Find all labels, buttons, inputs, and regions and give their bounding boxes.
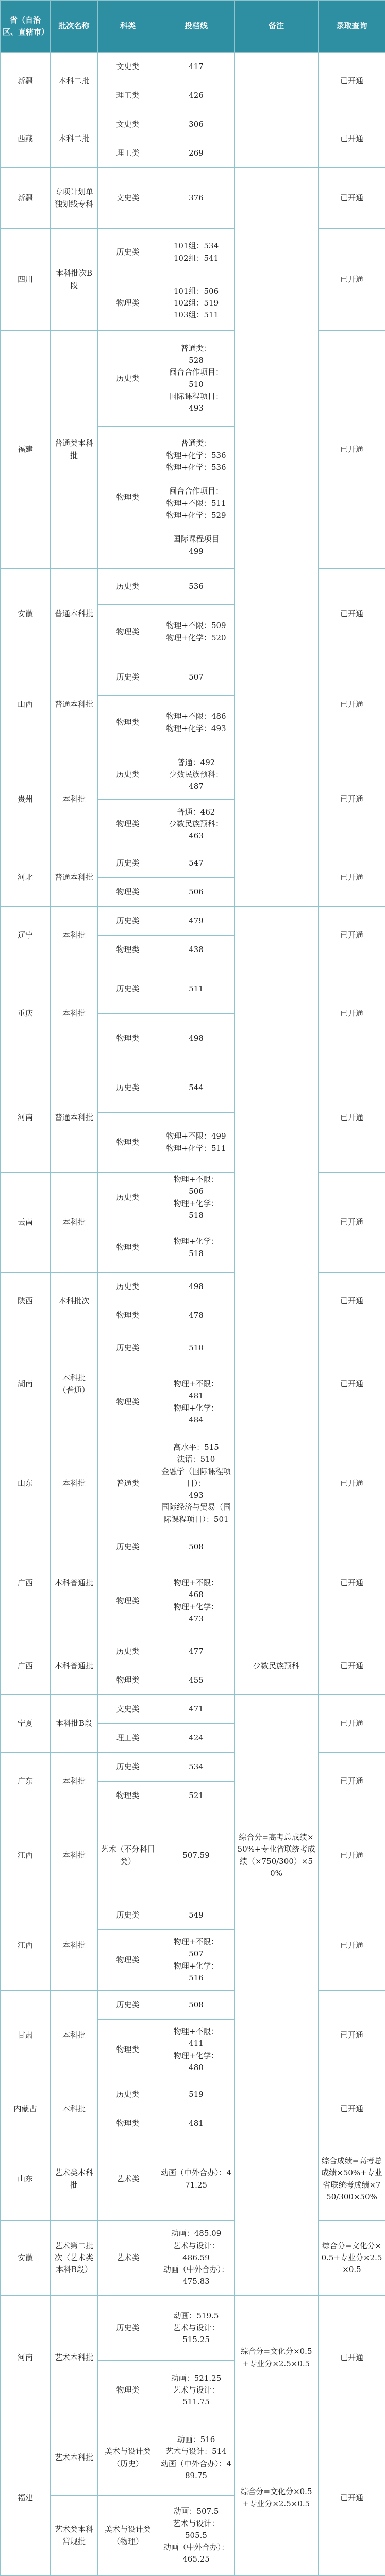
subject-cell: 理工类	[98, 139, 158, 168]
query-cell[interactable]: 已开通	[319, 907, 385, 964]
score-cell: 物理+化学： 518	[158, 1223, 235, 1273]
score-cell: 477	[158, 1637, 235, 1666]
score-cell: 动画（中外合办）：471.25	[158, 2138, 235, 2221]
score-cell: 534	[158, 1753, 235, 1782]
note-cell: 少数民族预科	[235, 1637, 319, 1695]
batch-cell: 普通本科批	[51, 1063, 98, 1173]
batch-cell: 本科批	[51, 1901, 98, 1991]
table-row	[1, 1063, 385, 1113]
score-cell: 普通类： 物理+化学：536 物理+化学：536 闽台合作项目： 物理+不限：511 物理+化学：529 国际课程项目 499	[158, 427, 235, 569]
batch-cell: 本科二批	[51, 110, 98, 168]
subject-cell: 物理类	[98, 1666, 158, 1695]
subject-cell: 美术与设计类（物理）	[98, 2496, 158, 2576]
subject-cell: 物理类	[98, 1782, 158, 1810]
province-cell: 贵州	[1, 750, 51, 849]
table-row	[1, 331, 385, 427]
score-cell: 物理+不限：486 物理+化学：493	[158, 696, 235, 750]
score-cell: 物理+不限：499 物理+化学：511	[158, 1113, 235, 1173]
province-cell: 福建	[1, 331, 51, 569]
batch-cell: 艺术本科批	[51, 2296, 98, 2420]
province-cell: 广西	[1, 1637, 51, 1695]
header-subject: 科类	[98, 1, 158, 53]
score-cell: 普通：492 少数民族预科： 487	[158, 750, 235, 800]
batch-cell: 专项计划单独划线专科	[51, 168, 98, 229]
province-cell: 河北	[1, 849, 51, 907]
score-cell: 物理+不限：509 物理+化学：520	[158, 605, 235, 659]
score-cell: 物理+不限： 411 物理+化学： 480	[158, 2020, 235, 2080]
score-cell: 511	[158, 964, 235, 1014]
province-cell: 重庆	[1, 964, 51, 1063]
score-cell: 物理+不限： 468 物理+化学： 473	[158, 1565, 235, 1637]
score-cell: 498	[158, 1273, 235, 1301]
query-cell[interactable]: 已开通	[319, 1901, 385, 1991]
score-cell: 物理+不限： 507 物理+化学： 516	[158, 1930, 235, 1991]
batch-cell: 本科批	[51, 2080, 98, 2138]
subject-cell: 物理类	[98, 936, 158, 964]
score-cell: 普通：462 少数民族预科： 463	[158, 800, 235, 849]
table-row	[1, 849, 385, 878]
province-cell: 江西	[1, 1901, 51, 1991]
query-cell[interactable]: 已开通	[319, 2420, 385, 2576]
table-row	[1, 2221, 385, 2296]
query-cell[interactable]: 已开通	[319, 659, 385, 750]
province-cell: 宁夏	[1, 1695, 51, 1753]
score-cell: 376	[158, 168, 235, 229]
query-cell[interactable]: 已开通	[319, 569, 385, 659]
batch-cell: 本科批B段	[51, 1695, 98, 1753]
header-batch: 批次名称	[51, 1, 98, 53]
subject-cell: 历史类	[98, 1330, 158, 1366]
table-row	[1, 1438, 385, 1529]
subject-cell: 历史类	[98, 750, 158, 800]
query-cell[interactable]: 已开通	[319, 2296, 385, 2420]
note-cell: 综合分=文化分×0.5+专业分×2.5×0.5	[235, 2420, 319, 2576]
note-cell: 综合分=文化分×0.5+专业分×2.5×0.5	[235, 2296, 319, 2420]
score-cell: 动画：521.25 艺术与设计： 511.75	[158, 2361, 235, 2420]
query-cell[interactable]: 综合成绩=高考总成绩×50%+专业省联统考成绩×750/300×50%	[319, 2138, 385, 2221]
query-cell[interactable]: 已开通	[319, 1438, 385, 1529]
score-cell: 动画：507.5 艺术与设计： 505.5 动画（中外合办）： 465.25	[158, 2496, 235, 2576]
query-cell[interactable]: 已开通	[319, 1063, 385, 1173]
table-row	[1, 2080, 385, 2109]
query-cell[interactable]: 已开通	[319, 849, 385, 907]
province-cell: 陕西	[1, 1273, 51, 1330]
table-body	[1, 53, 385, 2576]
batch-cell: 本科批	[51, 1810, 98, 1901]
table-row	[1, 229, 385, 276]
score-cell: 507.59	[158, 1810, 235, 1901]
note-cell	[235, 168, 319, 907]
score-cell: 471	[158, 1695, 235, 1724]
subject-cell: 物理类	[98, 878, 158, 907]
score-cell: 536	[158, 569, 235, 605]
province-cell: 河南	[1, 1063, 51, 1173]
subject-cell: 物理类	[98, 2361, 158, 2420]
table-row	[1, 750, 385, 800]
query-cell[interactable]: 已开通	[319, 1991, 385, 2080]
subject-cell: 物理类	[98, 1930, 158, 1991]
province-cell: 江西	[1, 1810, 51, 1901]
query-cell[interactable]: 已开通	[319, 1529, 385, 1637]
batch-cell: 本科批次	[51, 1273, 98, 1330]
batch-cell: 本科批	[51, 964, 98, 1063]
score-cell: 438	[158, 936, 235, 964]
province-cell: 西藏	[1, 110, 51, 168]
subject-cell: 物理类	[98, 1014, 158, 1063]
subject-cell: 物理类	[98, 1223, 158, 1273]
score-cell: 506	[158, 878, 235, 907]
subject-cell: 历史类	[98, 1637, 158, 1666]
batch-cell: 本科批 （普通）	[51, 1330, 98, 1438]
subject-cell: 文史类	[98, 110, 158, 139]
subject-cell: 物理类	[98, 1113, 158, 1173]
province-cell: 广西	[1, 1529, 51, 1637]
province-cell: 新疆	[1, 53, 51, 110]
table-row	[1, 1330, 385, 1366]
note-cell: 综合分=高考总成绩×50%+专业省联统考成绩（×750/300）×50%	[235, 1810, 319, 1901]
subject-cell: 历史类	[98, 1753, 158, 1782]
score-cell: 动画：516 艺术与设计：514 动画（中外合办）：489.75	[158, 2420, 235, 2496]
province-cell: 山东	[1, 1438, 51, 1529]
province-cell: 内蒙古	[1, 2080, 51, 2138]
province-cell: 湖南	[1, 1330, 51, 1438]
batch-cell: 本科批	[51, 907, 98, 964]
province-cell: 山东	[1, 2138, 51, 2221]
score-cell: 547	[158, 849, 235, 878]
note-cell	[235, 1438, 319, 1529]
subject-cell: 理工类	[98, 81, 158, 110]
note-cell	[235, 53, 319, 168]
province-cell: 安徽	[1, 569, 51, 659]
header-score: 投档线	[158, 1, 235, 53]
batch-cell: 本科批	[51, 1173, 98, 1273]
province-cell: 云南	[1, 1173, 51, 1273]
batch-cell: 本科二批	[51, 53, 98, 110]
batch-cell: 本科批次B段	[51, 229, 98, 331]
score-cell: 417	[158, 53, 235, 81]
query-cell[interactable]: 已开通	[319, 110, 385, 168]
table-row	[1, 1273, 385, 1301]
score-cell: 101组：506 102组：519 103组：511	[158, 276, 235, 331]
score-cell: 物理+不限： 481 物理+化学： 484	[158, 1366, 235, 1438]
query-cell[interactable]: 已开通	[319, 53, 385, 110]
batch-cell: 普通本科批	[51, 849, 98, 907]
query-cell[interactable]: 已开通	[319, 1330, 385, 1438]
score-cell: 普通类： 528 闽台合作项目： 510 国际课程项目： 493	[158, 331, 235, 427]
table-row	[1, 2296, 385, 2361]
batch-cell: 本科普通批	[51, 1529, 98, 1637]
subject-cell: 物理类	[98, 1366, 158, 1438]
query-cell[interactable]: 已开通	[319, 331, 385, 569]
table-row	[1, 1901, 385, 1930]
subject-cell: 物理类	[98, 2109, 158, 2138]
query-cell[interactable]: 已开通	[319, 229, 385, 331]
query-cell[interactable]: 已开通	[319, 1637, 385, 1695]
score-cell: 508	[158, 1529, 235, 1565]
query-cell[interactable]: 已开通	[319, 2080, 385, 2138]
score-cell: 物理+不限： 506 物理+化学： 518	[158, 1173, 235, 1223]
table-header-row	[1, 1, 385, 53]
subject-cell: 普通类	[98, 1438, 158, 1529]
score-cell: 455	[158, 1666, 235, 1695]
subject-cell: 理工类	[98, 1724, 158, 1753]
table-row	[1, 110, 385, 139]
subject-cell: 历史类	[98, 569, 158, 605]
note-cell	[235, 1695, 319, 1810]
note-cell	[235, 1529, 319, 1637]
score-cell: 510	[158, 1330, 235, 1366]
score-cell: 478	[158, 1301, 235, 1330]
query-cell[interactable]: 已开通	[319, 1273, 385, 1330]
subject-cell: 物理类	[98, 605, 158, 659]
province-cell: 广东	[1, 1753, 51, 1810]
subject-cell: 物理类	[98, 1301, 158, 1330]
subject-cell: 历史类	[98, 907, 158, 936]
table-row	[1, 1695, 385, 1724]
score-cell: 426	[158, 81, 235, 110]
subject-cell: 物理类	[98, 276, 158, 331]
subject-cell: 物理类	[98, 800, 158, 849]
subject-cell: 历史类	[98, 659, 158, 696]
score-cell: 508	[158, 1991, 235, 2020]
batch-cell: 普通类本科批	[51, 331, 98, 569]
query-cell[interactable]: 已开通	[319, 750, 385, 849]
query-cell[interactable]: 已开通	[319, 964, 385, 1063]
subject-cell: 艺术类	[98, 2221, 158, 2296]
subject-cell: 历史类	[98, 1991, 158, 2020]
score-cell: 424	[158, 1724, 235, 1753]
subject-cell: 美术与设计类（历史）	[98, 2420, 158, 2496]
table-row	[1, 1753, 385, 1782]
batch-cell: 艺术第二批次（艺术类本科B段）	[51, 2221, 98, 2296]
subject-cell: 物理类	[98, 696, 158, 750]
subject-cell: 物理类	[98, 427, 158, 569]
query-cell[interactable]: 已开通	[319, 168, 385, 229]
score-cell: 519	[158, 2080, 235, 2109]
table-row	[1, 1637, 385, 1666]
score-cell: 507	[158, 659, 235, 696]
table-row	[1, 1810, 385, 1901]
score-cell: 498	[158, 1014, 235, 1063]
subject-cell: 历史类	[98, 2296, 158, 2361]
province-cell: 山西	[1, 659, 51, 750]
subject-cell: 文史类	[98, 1695, 158, 1724]
query-cell[interactable]: 已开通	[319, 1753, 385, 1810]
subject-cell: 文史类	[98, 53, 158, 81]
table-row	[1, 964, 385, 1014]
batch-cell: 普通本科批	[51, 659, 98, 750]
header-query: 录取查询	[319, 1, 385, 53]
score-cell: 269	[158, 139, 235, 168]
subject-cell: 历史类	[98, 229, 158, 276]
table-row	[1, 2420, 385, 2496]
query-cell[interactable]: 综合分=文化分×0.5+专业分×2.5×0.5	[319, 2221, 385, 2296]
header-note: 备注	[235, 1, 319, 53]
table-row	[1, 53, 385, 81]
batch-cell: 艺术类本科常规批	[51, 2496, 98, 2576]
batch-cell: 本科普通批	[51, 1637, 98, 1695]
subject-cell: 历史类	[98, 1063, 158, 1113]
subject-cell: 艺术类	[98, 2138, 158, 2221]
score-cell: 549	[158, 1901, 235, 1930]
table-row	[1, 659, 385, 696]
subject-cell: 历史类	[98, 1901, 158, 1930]
score-cell: 动画：519.5 艺术与设计： 515.25	[158, 2296, 235, 2361]
province-cell: 安徽	[1, 2221, 51, 2296]
table-row	[1, 1991, 385, 2020]
province-cell: 河南	[1, 2296, 51, 2420]
subject-cell: 历史类	[98, 964, 158, 1014]
query-cell[interactable]: 已开通	[319, 1173, 385, 1273]
subject-cell: 物理类	[98, 1565, 158, 1637]
query-cell[interactable]: 已开通	[319, 1695, 385, 1753]
table-row	[1, 1529, 385, 1565]
subject-cell: 历史类	[98, 2080, 158, 2109]
score-cell: 521	[158, 1782, 235, 1810]
table-row	[1, 1173, 385, 1223]
score-cell: 544	[158, 1063, 235, 1113]
table-row	[1, 569, 385, 605]
subject-cell: 历史类	[98, 849, 158, 878]
header-province: 省（自治区、直辖市）	[1, 1, 51, 53]
province-cell: 四川	[1, 229, 51, 331]
score-cell: 高水平：515 法语：510 金融学（国际课程项目）： 493 国际经济与贸易（国际课程项目）：501	[158, 1438, 235, 1529]
province-cell: 福建	[1, 2420, 51, 2576]
batch-cell: 本科批	[51, 1991, 98, 2080]
subject-cell: 艺术（不分科目类）	[98, 1810, 158, 1901]
score-cell: 306	[158, 110, 235, 139]
subject-cell: 物理类	[98, 2020, 158, 2080]
batch-cell: 艺术本科批	[51, 2420, 98, 2496]
province-cell: 甘肃	[1, 1991, 51, 2080]
note-cell	[235, 907, 319, 1438]
note-cell	[235, 1901, 319, 2296]
batch-cell: 本科批	[51, 1753, 98, 1810]
batch-cell: 普通本科批	[51, 569, 98, 659]
subject-cell: 文史类	[98, 168, 158, 229]
province-cell: 新疆	[1, 168, 51, 229]
subject-cell: 历史类	[98, 1529, 158, 1565]
table-row	[1, 907, 385, 936]
subject-cell: 历史类	[98, 1173, 158, 1223]
table-row	[1, 2138, 385, 2221]
table-row	[1, 168, 385, 229]
batch-cell: 本科批	[51, 1438, 98, 1529]
province-cell: 辽宁	[1, 907, 51, 964]
score-cell: 101组：534 102组：541	[158, 229, 235, 276]
subject-cell: 历史类	[98, 1273, 158, 1301]
score-cell: 479	[158, 907, 235, 936]
subject-cell: 历史类	[98, 331, 158, 427]
score-cell: 481	[158, 2109, 235, 2138]
batch-cell: 艺术类本科批	[51, 2138, 98, 2221]
query-cell[interactable]: 已开通	[319, 1810, 385, 1901]
score-cell: 动画：485.09 艺术与设计： 486.59 动画（中外合办）： 475.83	[158, 2221, 235, 2296]
batch-cell: 本科批	[51, 750, 98, 849]
